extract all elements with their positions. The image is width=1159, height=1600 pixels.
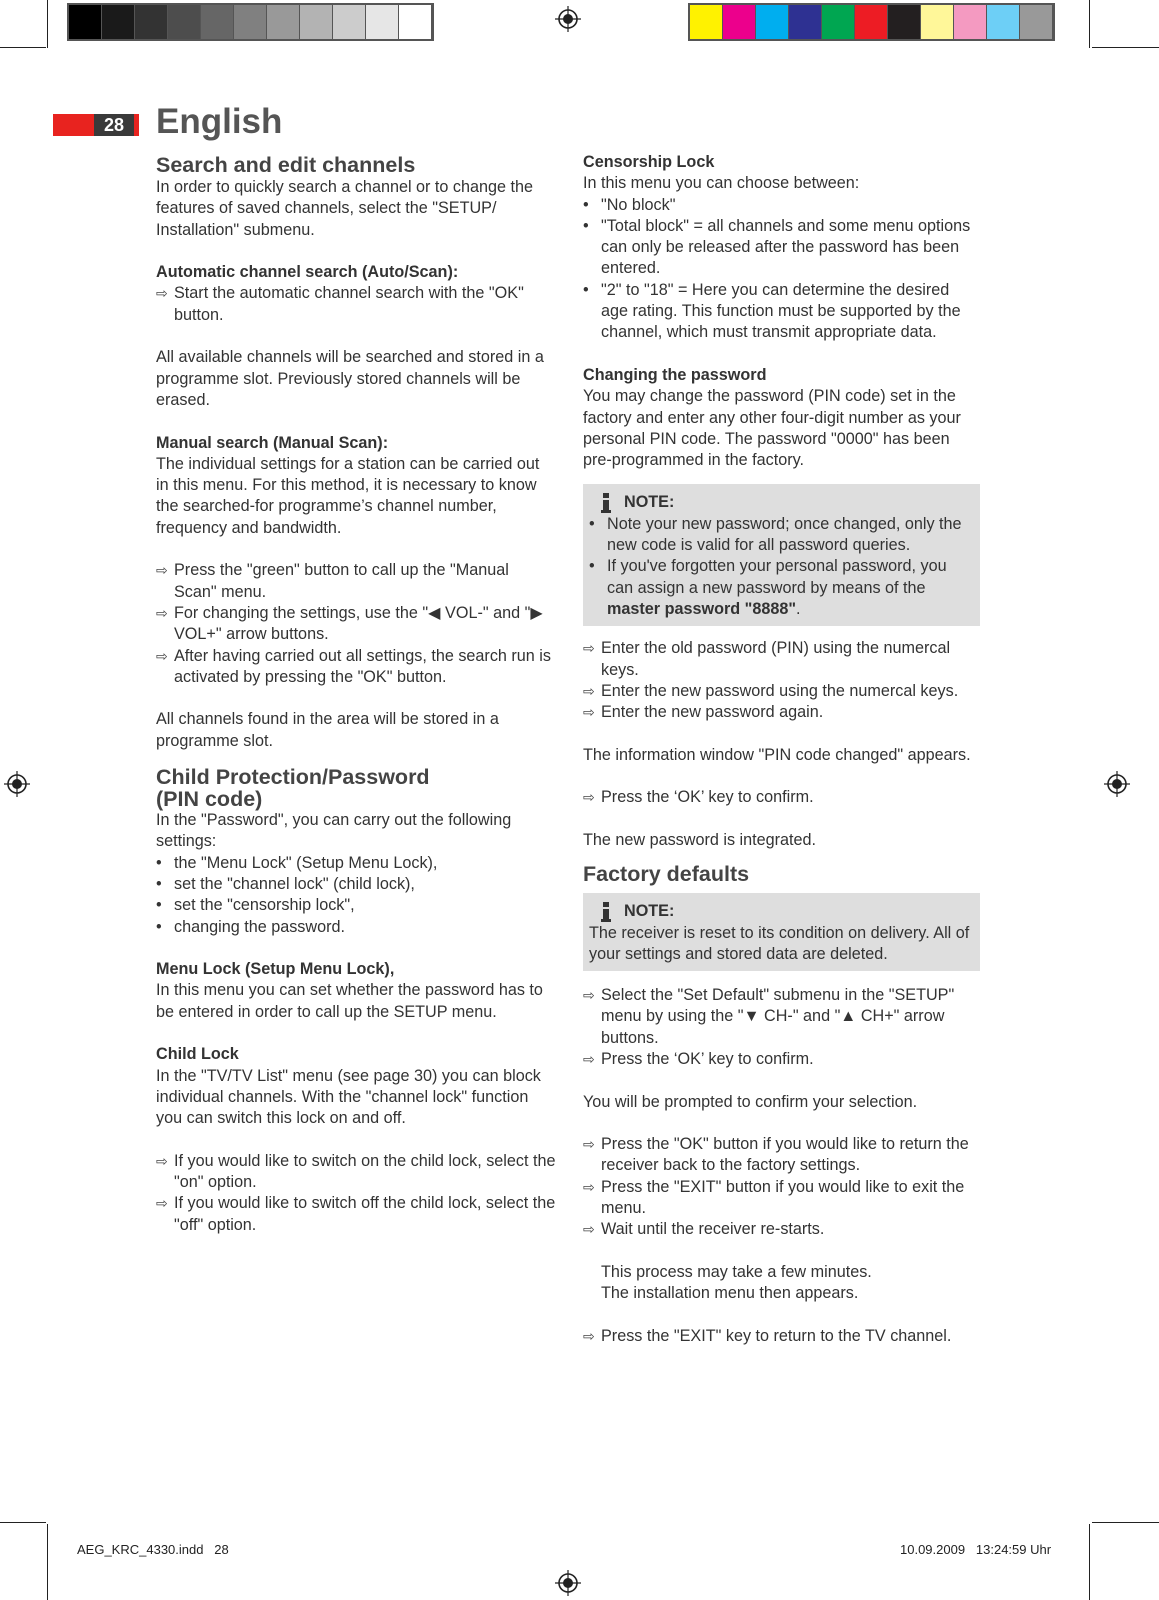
pin-changed-info: The information window "PIN code changed" appears. [583,745,971,764]
list-item: • changing the password. [156,917,345,936]
arrow-right-icon: ⇨ [156,647,168,664]
list-item: • set the "censorship lock", [156,896,355,915]
child-lock-title: Child Lock [156,1045,239,1064]
arrow-right-icon: ⇨ [583,987,595,1004]
color-swatch [69,5,102,39]
list-item: ⇨ If you would like to switch off the child lock, select the "off" option. [156,1193,556,1236]
section-title-factory-defaults: Factory defaults [583,862,750,887]
arrow-right-icon: ⇨ [583,1327,595,1344]
arrow-right-icon: ⇨ [583,704,595,721]
list-item: ⇨ Enter the new password again. [583,702,980,723]
arrow-right-icon: ⇨ [156,285,168,302]
censorship-lock-intro: In this menu you can choose between: [583,174,860,193]
list-item: • set the "channel lock" (child lock), [156,874,415,893]
color-swatch [987,5,1020,39]
left-column [156,154,556,1236]
arrow-right-icon: ⇨ [583,640,595,657]
color-swatch [690,5,723,39]
menu-lock-text: In this menu you can set whether the password has to be entered in order to call up the SETUP menu. [156,981,543,1021]
crop-mark [0,47,46,48]
color-swatch [954,5,987,39]
crop-mark [1092,47,1159,48]
change-password-title: Changing the password [583,365,767,384]
color-swatch [789,5,822,39]
note-label: NOTE: [624,902,675,921]
password-integrated: The new password is integrated. [583,830,817,849]
note-text: The receiver is reset to its condition on delivery. All of your settings and stored data are deleted. [589,923,970,963]
color-swatch [399,5,432,39]
color-swatch [234,5,267,39]
process-color-bar [688,3,1055,41]
color-swatch [102,5,135,39]
registration-mark-icon [555,1570,581,1596]
color-swatch [168,5,201,39]
color-swatch [822,5,855,39]
registration-mark-icon [555,6,581,32]
color-swatch [756,5,789,39]
list-item: ⇨ Press the "EXIT" key to return to the TV channel. [583,1326,980,1347]
menu-lock-title: Menu Lock (Setup Menu Lock), [156,960,395,979]
list-item: ⇨ Wait until the receiver re-starts. [583,1219,980,1240]
right-column [583,152,980,1347]
grayscale-color-bar [67,3,434,41]
child-protection-intro: In the "Password", you can carry out the following settings: [156,811,512,851]
note-header [601,901,974,922]
page-number: 28 [94,114,134,136]
info-icon [601,902,610,922]
list-item: ⇨ If you would like to switch on the child lock, select the "on" option. [156,1151,556,1194]
section-title-child-protection-sub: (PIN code) [156,787,263,812]
arrow-right-icon: ⇨ [156,604,168,621]
list-item: • "Total block" = all channels and some menu options can only be released after the password has been entered. [583,216,971,278]
arrow-right-icon: ⇨ [583,1221,595,1238]
arrow-right-icon: ⇨ [156,1152,168,1169]
info-icon [601,493,610,513]
color-swatch [1020,5,1053,39]
color-swatch [135,5,168,39]
master-password: master password "8888" [607,599,797,618]
arrow-right-icon: ⇨ [156,1195,168,1212]
crop-mark [1089,0,1090,48]
child-lock-text: In the "TV/TV List" menu (see page 30) you can block individual channels. With the "channel lock" function you can switch this lock on and off. [156,1066,541,1128]
list-item: • Note your new password; once changed, only the new code is valid for all password queries. [589,514,962,555]
registration-mark-icon [4,771,30,797]
note-box [583,484,980,626]
list-item: ⇨ After having carried out all settings, the search run is activated by pressing the "OK" button. [156,646,556,689]
list-item: ⇨ Press the ‘OK’ key to confirm. [583,1049,980,1070]
footer-file-name: AEG_KRC_4330.indd 28 [77,1542,229,1557]
list-item: ⇨ Select the "Set Default" submenu in the "SETUP" menu by using the "▼ CH-" and "▲ CH+" arrow buttons. [583,985,980,1049]
color-swatch [921,5,954,39]
list-item: • the "Menu Lock" (Setup Menu Lock), [156,853,438,872]
arrow-right-icon: ⇨ [156,562,168,579]
arrow-right-icon: ⇨ [583,789,595,806]
list-item: ⇨ Enter the old password (PIN) using the numercal keys. [583,638,980,681]
footer-timestamp: 10.09.2009 13:24:59 Uhr [900,1542,1052,1557]
color-swatch [888,5,921,39]
list-item: ⇨ For changing the settings, use the "◀ VOL-" and "▶ VOL+" arrow buttons. [156,603,556,646]
crop-mark [1092,1522,1159,1523]
list-item: • "2" to "18" = Here you can determine the desired age rating. This function must be supported by the channel, which must transmit appropriate data. [583,280,961,342]
page-language-title: English [156,102,283,141]
search-intro: In order to quickly search a channel or to change the features of saved channels, select the "SETUP/ Installation" submenu. [156,178,534,239]
list-item: ⇨ Press the "green" button to call up the "Manual Scan" menu. [156,560,556,603]
arrow-right-icon: ⇨ [583,1050,595,1067]
color-swatch [201,5,234,39]
crop-mark [47,0,48,48]
censorship-lock-title: Censorship Lock [583,153,715,171]
list-item: • If you've forgotten your personal password, you can assign a new password by means of the master password "8888". [589,557,947,618]
crop-mark [47,1524,48,1600]
factory-wait-2: The installation menu then appears. [601,1284,859,1303]
section-title-search: Search and edit channels [156,153,416,177]
list-item: ⇨ Enter the new password using the numercal keys. [583,681,980,702]
color-swatch [723,5,756,39]
registration-mark-icon [1104,771,1130,797]
list-item: ⇨ Press the ‘OK’ key to confirm. [583,787,980,808]
factory-wait-1: This process may take a few minutes. [601,1262,872,1281]
arrow-right-icon: ⇨ [583,682,595,699]
color-swatch [855,5,888,39]
section-title-child-protection: Child Protection/Password [156,765,430,790]
crop-mark [1089,1524,1090,1600]
color-swatch [267,5,300,39]
manual-search-title: Manual search (Manual Scan): [156,433,389,452]
change-password-text: You may change the password (PIN code) set in the factory and enter any other four-digit number as your personal PIN code. The password "0000" has been pre-programmed in the factory. [583,387,961,470]
color-swatch [333,5,366,39]
note-header [601,492,974,513]
list-item: ⇨ Press the "EXIT" button if you would like to exit the menu. [583,1177,980,1220]
color-swatch [300,5,333,39]
arrow-right-icon: ⇨ [583,1178,595,1195]
note-box [583,893,980,971]
crop-mark [0,1522,46,1523]
arrow-right-icon: ⇨ [583,1136,595,1153]
auto-search-result: All available channels will be searched and stored in a programme slot. Previously stored channels will be erased. [156,348,544,409]
note-label: NOTE: [624,493,675,512]
factory-prompt: You will be prompted to confirm your selection. [583,1092,918,1111]
list-item: ⇨ Press the "OK" button if you would like to return the receiver back to the factory settings. [583,1134,980,1177]
manual-search-result: All channels found in the area will be stored in a programme slot. [156,710,499,750]
color-swatch [366,5,399,39]
manual-search-intro: The individual settings for a station can be carried out in this menu. For this method, it is necessary to know the searched-for programme’s channel number, frequency and bandwidth. [156,454,540,537]
list-item: ⇨ Start the automatic channel search with the "OK" button. [156,283,556,326]
list-item: • "No block" [583,195,676,214]
auto-search-title: Automatic channel search (Auto/Scan): [156,263,459,282]
